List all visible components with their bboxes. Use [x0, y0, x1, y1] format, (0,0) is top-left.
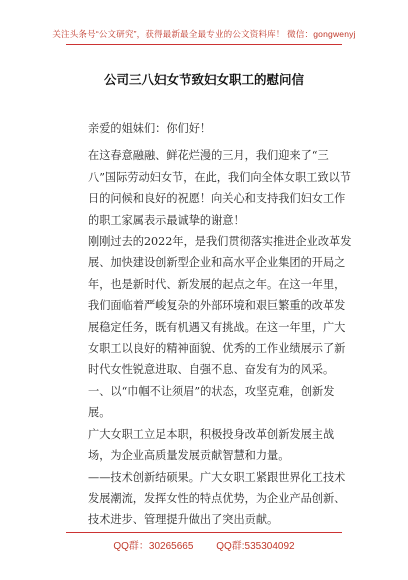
page-header: 关注头条号“公文研究”，获得最新最全最专业的公文资料库！ 微信：gongwenyj [52, 29, 356, 39]
page-footer [0, 537, 408, 552]
paragraph-1: 在这春意融融、鲜花烂漫的三月，我们迎来了“三八”国际劳动妇女节，在此，我们向全体女职工致以节日的问候和良好的祝愿！向关心和支持我们妇女工作的职工家属表示最诚挚的谢意！ [88, 149, 352, 227]
paragraph-4: 广大女职工立足本职，积极投身改革创新发展主战场，为企业高质量发展贡献智慧和力量。 [88, 427, 335, 463]
paragraph-5: ——技术创新结硕果。广大女职工紧跟世界化工技术发展潮流，发挥女性的特点优势，为企业产品创新、技术进步、管理提升做出了突出贡献。 [88, 470, 346, 527]
footer-qq-group-1: QQ群：30265665 [113, 541, 194, 552]
header-divider [66, 44, 342, 45]
footer-divider [66, 532, 342, 533]
paragraph-2: 刚刚过去的2022年，是我们贯彻落实推进企业改革发展、加快建设创新型企业和高水平企业集团的开局之年，也是新时代、新发展的起点之年。在这一年里，我们面临着严峻复杂的外部环境和艰巨繁重的改革发展稳定任务，既有机遇又有挑战。在这一年里，广大女职工以良好的精神面貌、优秀的工作业绩展示了新时代女性锐意进取、自强不息、奋发有为的风采。 [88, 235, 352, 377]
footer-qq-group-2: QQ群:535304092 [216, 541, 295, 552]
paragraph-3: 一、以“巾帼不让须眉”的状态，攻坚克难，创新发展。 [88, 384, 335, 420]
document-title: 公司三八妇女节致妇女职工的慰问信 [103, 72, 304, 87]
salutation: 亲爱的姐妹们：你们好！ [88, 122, 212, 135]
document-body [88, 118, 354, 531]
